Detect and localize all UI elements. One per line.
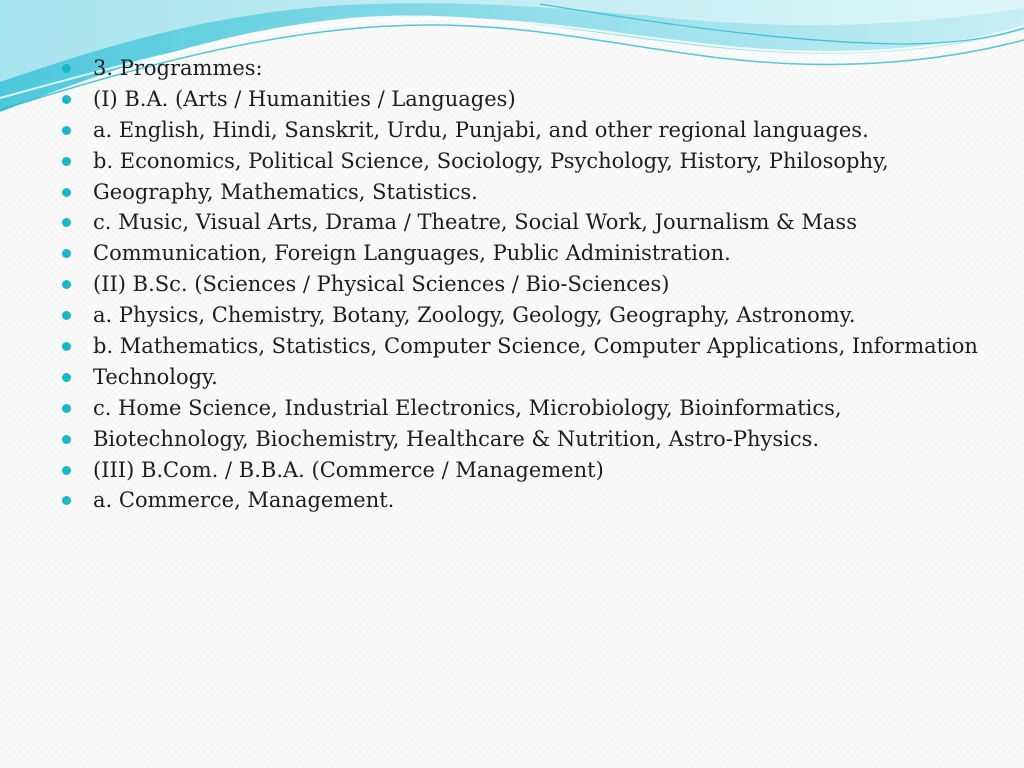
bullet-text: b. Mathematics, Statistics, Computer Science, Computer Applications, Information bbox=[93, 334, 978, 359]
bullet-dot-icon bbox=[62, 126, 71, 135]
bullet-dot-icon bbox=[62, 218, 71, 227]
bullet-dot-icon bbox=[62, 404, 71, 413]
bullet-item bbox=[62, 272, 982, 296]
bullet-text: a. English, Hindi, Sanskrit, Urdu, Punjabi, and other regional languages. bbox=[93, 117, 869, 142]
bullet-text: b. Economics, Political Science, Sociology, Psychology, History, Philosophy, bbox=[93, 148, 889, 173]
bullet-item bbox=[62, 303, 982, 327]
bullet-item bbox=[62, 210, 982, 234]
bullet-item bbox=[62, 149, 982, 173]
bullet-text: Geography, Mathematics, Statistics. bbox=[93, 179, 478, 204]
bullet-text: c. Music, Visual Arts, Drama / Theatre, Social Work, Journalism & Mass bbox=[93, 210, 857, 235]
bullet-dot-icon bbox=[62, 188, 71, 197]
bullet-text: Communication, Foreign Languages, Public Administration. bbox=[93, 241, 731, 266]
bullet-text: (II) B.Sc. (Sciences / Physical Sciences / Bio-Sciences) bbox=[93, 272, 670, 297]
bullet-item bbox=[62, 396, 982, 420]
bullet-item bbox=[62, 488, 982, 512]
bullet-item bbox=[62, 458, 982, 482]
bullet-item bbox=[62, 241, 982, 265]
bullet-item bbox=[62, 87, 982, 111]
bullet-item bbox=[62, 334, 982, 358]
bullet-dot-icon bbox=[62, 373, 71, 382]
bullet-text: c. Home Science, Industrial Electronics, Microbiology, Bioinformatics, bbox=[93, 395, 842, 420]
bullet-dot-icon bbox=[62, 466, 71, 475]
bullet-dot-icon bbox=[62, 311, 71, 320]
bullet-dot-icon bbox=[62, 342, 71, 351]
bullet-text: (III) B.Com. / B.B.A. (Commerce / Management) bbox=[93, 457, 604, 482]
bullet-text: Technology. bbox=[93, 364, 218, 389]
slide-content bbox=[62, 56, 982, 519]
bullet-dot-icon bbox=[62, 496, 71, 505]
bullet-text: 3. Programmes: bbox=[93, 56, 263, 80]
bullet-item bbox=[62, 180, 982, 204]
bullet-dot-icon bbox=[62, 157, 71, 166]
bullet-item bbox=[62, 56, 982, 80]
bullet-text: Biotechnology, Biochemistry, Healthcare & Nutrition, Astro-Physics. bbox=[93, 426, 820, 451]
bullet-text: a. Physics, Chemistry, Botany, Zoology, Geology, Geography, Astronomy. bbox=[93, 303, 856, 328]
bullet-dot-icon bbox=[62, 64, 71, 73]
bullet-dot-icon bbox=[62, 249, 71, 258]
bullet-list bbox=[62, 56, 982, 512]
bullet-item bbox=[62, 427, 982, 451]
bullet-dot-icon bbox=[62, 95, 71, 104]
bullet-item bbox=[62, 365, 982, 389]
bullet-text: a. Commerce, Management. bbox=[93, 488, 395, 513]
bullet-dot-icon bbox=[62, 435, 71, 444]
bullet-item bbox=[62, 118, 982, 142]
bullet-dot-icon bbox=[62, 280, 71, 289]
bullet-text: (I) B.A. (Arts / Humanities / Languages) bbox=[93, 86, 516, 111]
